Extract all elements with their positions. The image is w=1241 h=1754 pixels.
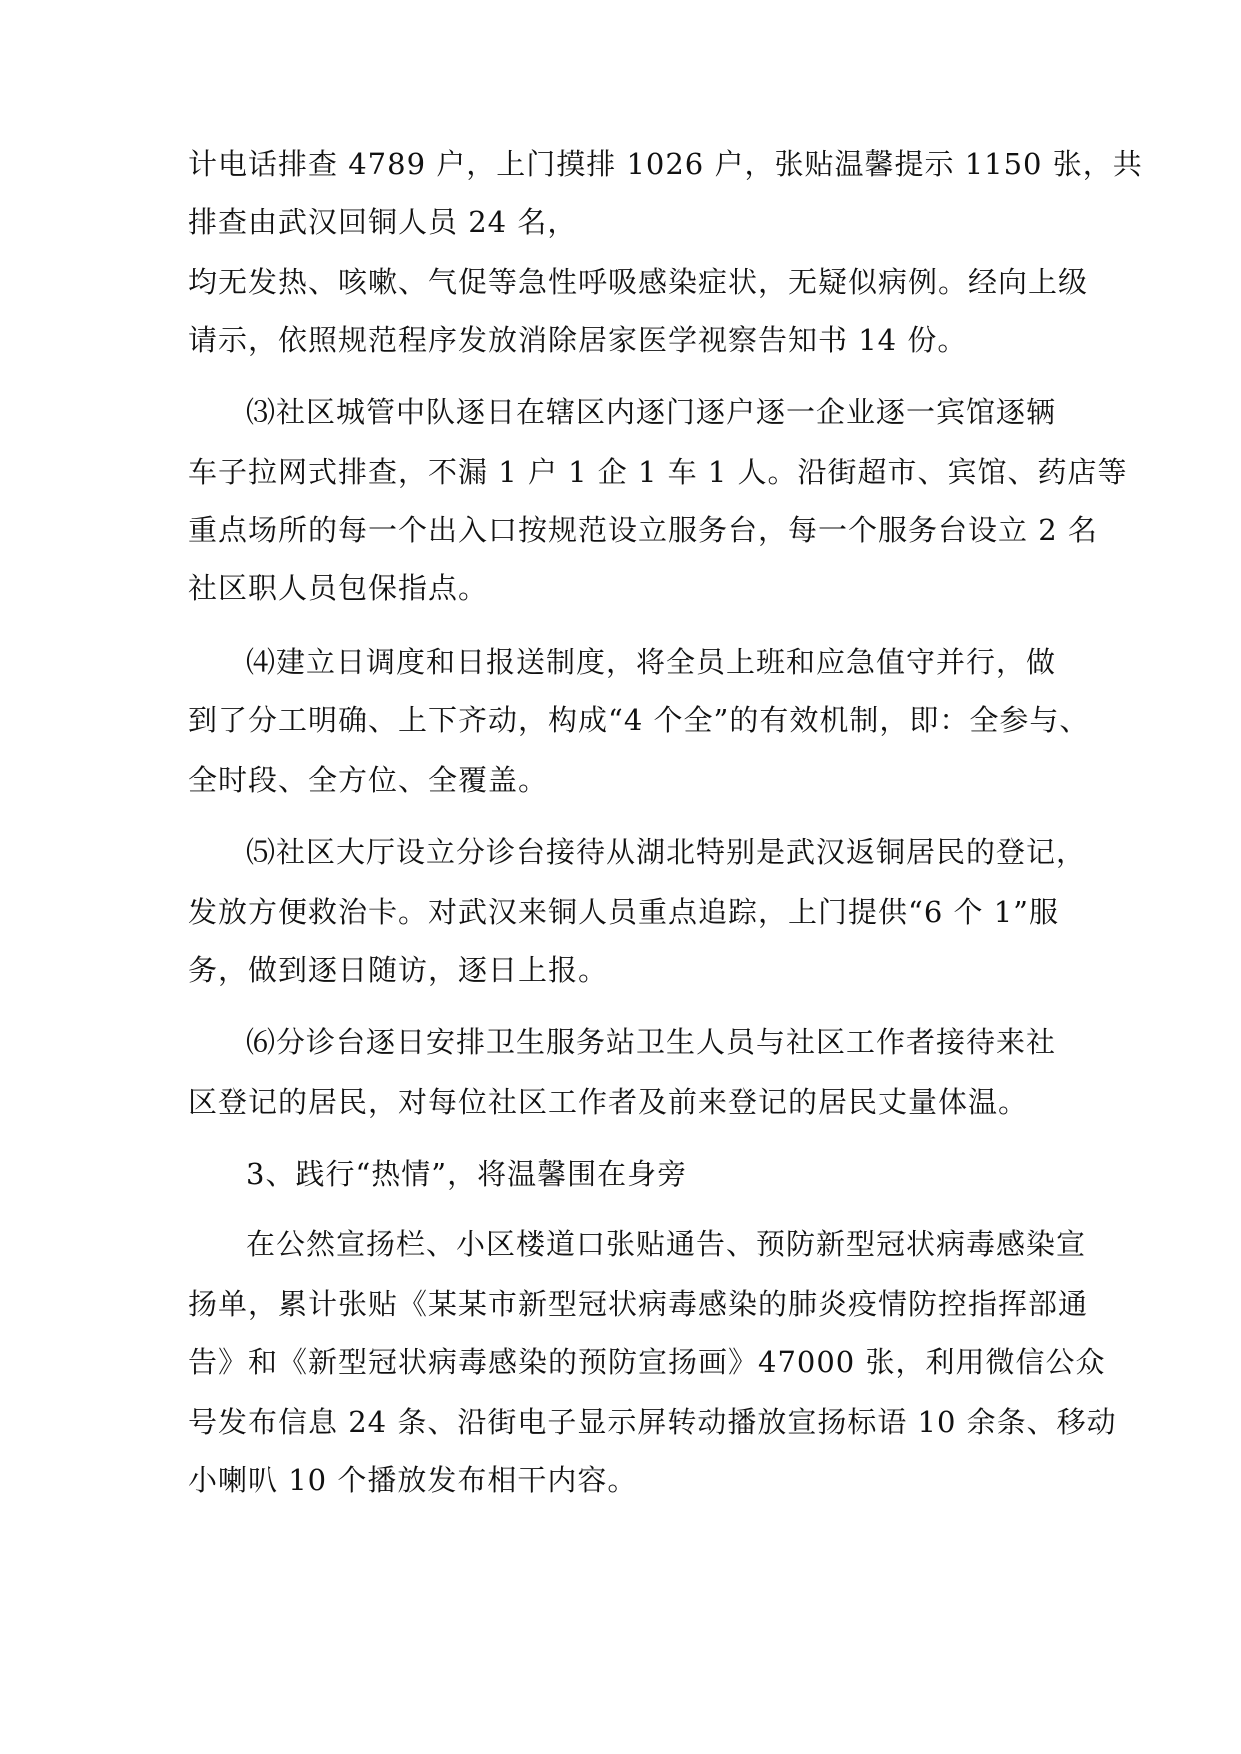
text-line: 计电话排查 4789 户，上门摸排 1026 户，张贴温馨提示 1150 张，共 (188, 147, 1143, 181)
text-line: 重点场所的每一个出入口按规范设立服务台，每一个服务台设立 2 名 (188, 513, 1098, 547)
text-line: 发放方便救治卡。对武汉来铜人员重点追踪，上门提供“6 个 1”服 (188, 895, 1059, 929)
paragraph-first-line: ⑸社区大厅设立分诊台接待从湖北特别是武汉返铜居民的登记， (246, 835, 1087, 869)
text-line: 扬单，累计张贴《某某市新型冠状病毒感染的肺炎疫情防控指挥部通 (188, 1287, 1089, 1321)
text-line: 区登记的居民，对每位社区工作者及前来登记的居民丈量体温。 (188, 1085, 1029, 1119)
text-line: 车子拉网式排查，不漏 1 户 1 企 1 车 1 人。沿街超市、宾馆、药店等 (188, 455, 1128, 489)
text-line: 小喇叭 10 个播放发布相干内容。 (188, 1463, 638, 1497)
paragraph-first-line: 在公然宣扬栏、小区楼道口张贴通告、预防新型冠状病毒感染宣 (246, 1227, 1087, 1261)
text-line: 全时段、全方位、全覆盖。 (188, 763, 549, 797)
text-line: 社区职人员包保指点。 (188, 571, 489, 605)
text-line: 号发布信息 24 条、沿街电子显示屏转动播放宣扬标语 10 余条、移动 (188, 1405, 1117, 1439)
text-line: 务，做到逐日随访，逐日上报。 (188, 953, 609, 987)
text-line: 请示，依照规范程序发放消除居家医学视察告知书 14 份。 (188, 323, 968, 357)
text-line: 排查由武汉回铜人员 24 名， (188, 205, 578, 239)
paragraph-first-line: ⑹分诊台逐日安排卫生服务站卫生人员与社区工作者接待来社 (246, 1025, 1057, 1059)
text-line: 到了分工明确、上下齐动，构成“4 个全”的有效机制，即：全参与、 (188, 703, 1090, 737)
section-heading: 3、践行“热情”，将温馨围在身旁 (246, 1157, 688, 1191)
text-line: 告》和《新型冠状病毒感染的预防宣扬画》47000 张，利用微信公众 (188, 1345, 1106, 1379)
text-line: 均无发热、咳嗽、气促等急性呼吸感染症状，无疑似病例。经向上级 (188, 265, 1089, 299)
paragraph-first-line: ⑶社区城管中队逐日在辖区内逐门逐户逐一企业逐一宾馆逐辆 (246, 395, 1057, 429)
paragraph-first-line: ⑷建立日调度和日报送制度，将全员上班和应急值守并行，做 (246, 645, 1057, 679)
